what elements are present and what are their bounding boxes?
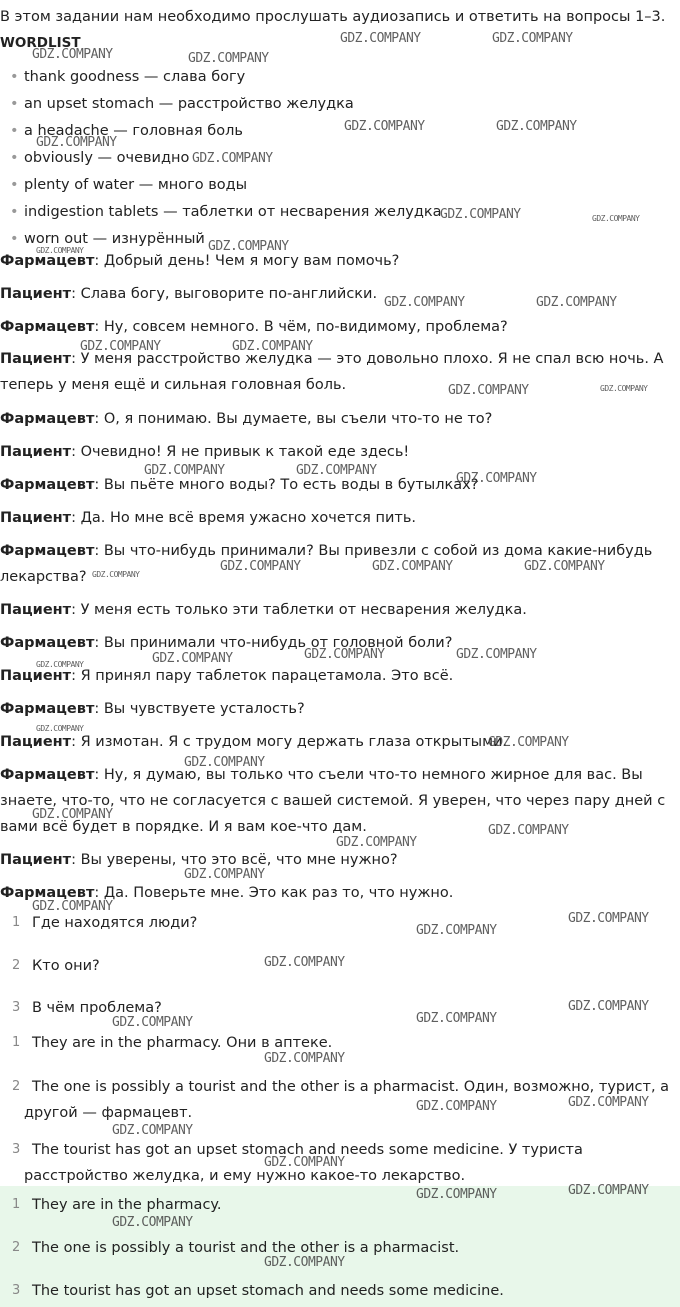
watermark: GDZ.COMPANY: [488, 823, 569, 838]
line-text: : Вы принимали что-нибудь от головной боли?: [94, 635, 453, 651]
watermark: GDZ.COMPANY: [296, 463, 377, 478]
watermark: GDZ.COMPANY: [32, 899, 113, 914]
watermark: GDZ.COMPANY: [524, 559, 605, 574]
wordlist-item: [10, 199, 442, 225]
speaker: Пациент: [0, 668, 72, 684]
line-text: : Да. Но мне всё время ужасно хочется пить.: [71, 510, 416, 526]
watermark: GDZ.COMPANY: [264, 955, 345, 970]
watermark: GDZ.COMPANY: [416, 1099, 497, 1114]
wordlist-title: WORDLIST: [0, 35, 81, 51]
final-answer-number: 3: [12, 1283, 21, 1298]
watermark: GDZ.COMPANY: [344, 119, 425, 134]
line-text: : Ну, совсем немного. В чём, по-видимому, проблема?: [94, 319, 508, 335]
watermark: GDZ.COMPANY: [32, 47, 113, 62]
answer-text: The one is possibly a tourist and the other is a pharmacist. Один, возможно, турист, а другой — фармацевт.: [24, 1079, 670, 1121]
watermark: GDZ.COMPANY: [184, 867, 265, 882]
answer-number: 3: [12, 1142, 21, 1157]
dialogue-line: [0, 314, 508, 340]
line-text: : У меня расстройство желудка — это довольно плохо. Я не спал всю ночь. А теперь у меня ещё и сильная головная боль.: [0, 351, 664, 393]
watermark: GDZ.COMPANY: [340, 31, 421, 46]
dialogue-line: [0, 281, 377, 307]
speaker: Фармацевт: [0, 767, 95, 783]
dialogue-line: [0, 696, 305, 722]
bullet-icon: •: [10, 231, 19, 247]
speaker: Пациент: [0, 444, 72, 460]
wordlist-item: [10, 64, 245, 90]
wordlist-item-text: indigestion tablets — таблетки от несварения желудка: [24, 204, 442, 220]
speaker: Пациент: [0, 602, 72, 618]
final-answer-text: They are in the pharmacy.: [32, 1197, 222, 1213]
speaker: Фармацевт: [0, 253, 95, 269]
line-text: : Вы что-нибудь принимали? Вы привезли с собой из дома какие-нибудь лекарства?: [0, 543, 653, 585]
speaker: Фармацевт: [0, 543, 95, 559]
watermark: GDZ.COMPANY: [592, 214, 640, 223]
line-text: : Добрый день! Чем я могу вам помочь?: [94, 253, 400, 269]
line-text: : Очевидно! Я не привык к такой еде здесь!: [71, 444, 410, 460]
watermark: GDZ.COMPANY: [144, 463, 225, 478]
wordlist-item-text: obviously — очевидно: [24, 150, 190, 166]
dialogue-line: [0, 472, 478, 498]
final-answer-number: 2: [12, 1240, 21, 1255]
speaker: Фармацевт: [0, 411, 95, 427]
dialogue-line: [0, 505, 416, 531]
watermark: GDZ.COMPANY: [304, 647, 385, 662]
wordlist-item-text: an upset stomach — расстройство желудка: [24, 96, 354, 112]
watermark: GDZ.COMPANY: [384, 295, 465, 310]
watermark: GDZ.COMPANY: [568, 1095, 649, 1110]
question-text: Где находятся люди?: [32, 915, 198, 931]
watermark: GDZ.COMPANY: [112, 1215, 193, 1230]
watermark: GDZ.COMPANY: [208, 239, 289, 254]
line-text: : Ну, я думаю, вы только что съели что-то немного жирное для вас. Вы знаете, что-то, что не согласуется с вашей системой. Я уверен, что через пару дней с вами всё будет в порядке. И я вам кое-что дам.: [0, 767, 666, 835]
bullet-icon: •: [10, 150, 19, 166]
final-answer-number: 1: [12, 1197, 21, 1212]
bullet-icon: •: [10, 96, 19, 112]
wordlist-item: [10, 172, 247, 198]
watermark: GDZ.COMPANY: [188, 51, 269, 66]
line-text: : Я принял пару таблеток парацетамола. Это всё.: [71, 668, 454, 684]
watermark: GDZ.COMPANY: [184, 755, 265, 770]
watermark: GDZ.COMPANY: [192, 151, 273, 166]
wordlist-item-text: thank goodness — слава богу: [24, 69, 246, 85]
line-text: : Я измотан. Я с трудом могу держать глаза открытыми.: [71, 734, 508, 750]
speaker: Пациент: [0, 510, 72, 526]
watermark: GDZ.COMPANY: [440, 207, 521, 222]
watermark: GDZ.COMPANY: [416, 923, 497, 938]
watermark: GDZ.COMPANY: [112, 1015, 193, 1030]
watermark: GDZ.COMPANY: [264, 1051, 345, 1066]
question-number: 2: [12, 958, 21, 973]
question-text: Кто они?: [32, 958, 100, 974]
answer-number: 1: [12, 1035, 21, 1050]
speaker: Пациент: [0, 286, 72, 302]
speaker: Пациент: [0, 852, 72, 868]
watermark: GDZ.COMPANY: [568, 911, 649, 926]
speaker: Фармацевт: [0, 477, 95, 493]
answer-number: 2: [12, 1079, 21, 1094]
watermark: GDZ.COMPANY: [80, 339, 161, 354]
watermark: GDZ.COMPANY: [112, 1123, 193, 1138]
watermark: GDZ.COMPANY: [36, 246, 84, 255]
speaker: Фармацевт: [0, 319, 95, 335]
watermark: GDZ.COMPANY: [496, 119, 577, 134]
answer-text: The tourist has got an upset stomach and needs some medicine. У туриста расстройство желудка, и ему нужно какое-то лекарство.: [24, 1142, 583, 1184]
watermark: GDZ.COMPANY: [32, 807, 113, 822]
line-text: : Слава богу, выговорите по-английски.: [71, 286, 378, 302]
watermark: GDZ.COMPANY: [36, 660, 84, 669]
answer-text: They are in the pharmacy. Они в аптеке.: [32, 1035, 333, 1051]
speaker: Пациент: [0, 734, 72, 750]
watermark: GDZ.COMPANY: [36, 724, 84, 733]
bullet-icon: •: [10, 177, 19, 193]
dialogue-line: [0, 597, 527, 623]
watermark: GDZ.COMPANY: [600, 384, 648, 393]
final-answer-text: The one is possibly a tourist and the other is a pharmacist.: [32, 1240, 460, 1256]
watermark: GDZ.COMPANY: [232, 339, 313, 354]
wordlist-item-text: plenty of water — много воды: [24, 177, 248, 193]
watermark: GDZ.COMPANY: [488, 735, 569, 750]
watermark: GDZ.COMPANY: [416, 1187, 497, 1202]
watermark: GDZ.COMPANY: [416, 1011, 497, 1026]
wordlist-item-text: a headache — головная боль: [24, 123, 243, 139]
watermark: GDZ.COMPANY: [448, 383, 529, 398]
line-text: : Вы уверены, что это всё, что мне нужно?: [71, 852, 398, 868]
watermark: GDZ.COMPANY: [492, 31, 573, 46]
speaker: Фармацевт: [0, 885, 95, 901]
watermark: GDZ.COMPANY: [456, 647, 537, 662]
wordlist-item: [10, 91, 354, 117]
bullet-icon: •: [10, 69, 19, 85]
watermark: GDZ.COMPANY: [264, 1155, 345, 1170]
watermark: GDZ.COMPANY: [152, 651, 233, 666]
line-text: : У меня есть только эти таблетки от несварения желудка.: [71, 602, 527, 618]
watermark: GDZ.COMPANY: [336, 835, 417, 850]
line-text: : О, я понимаю. Вы думаете, вы съели что-то не то?: [94, 411, 493, 427]
question-text: В чём проблема?: [32, 1000, 162, 1016]
watermark: GDZ.COMPANY: [536, 295, 617, 310]
speaker: Пациент: [0, 351, 72, 367]
line-text: : Да. Поверьте мне. Это как раз то, что нужно.: [94, 885, 454, 901]
question-number: 1: [12, 915, 21, 930]
watermark: GDZ.COMPANY: [568, 999, 649, 1014]
watermark: GDZ.COMPANY: [372, 559, 453, 574]
line-text: : Вы чувствуете усталость?: [94, 701, 305, 717]
watermark: GDZ.COMPANY: [220, 559, 301, 574]
speaker: Фармацевт: [0, 635, 95, 651]
dialogue-line: [0, 406, 492, 432]
bullet-icon: •: [10, 123, 19, 139]
dialogue-line: [0, 439, 409, 465]
question-number: 3: [12, 1000, 21, 1015]
final-answer-text: The tourist has got an upset stomach and needs some medicine.: [32, 1283, 504, 1299]
intro-text: В этом задании нам необходимо прослушать аудиозапись и ответить на вопросы 1–3.: [0, 9, 666, 25]
speaker: Фармацевт: [0, 701, 95, 717]
wordlist-item-text: worn out — изнурённый: [24, 231, 205, 247]
dialogue-line: [0, 762, 676, 840]
line-text: : Вы пьёте много воды? То есть воды в бутылках?: [94, 477, 479, 493]
watermark: GDZ.COMPANY: [92, 570, 140, 579]
bullet-icon: •: [10, 204, 19, 220]
watermark: GDZ.COMPANY: [36, 135, 117, 150]
watermark: GDZ.COMPANY: [568, 1183, 649, 1198]
watermark: GDZ.COMPANY: [456, 471, 537, 486]
watermark: GDZ.COMPANY: [264, 1255, 345, 1270]
